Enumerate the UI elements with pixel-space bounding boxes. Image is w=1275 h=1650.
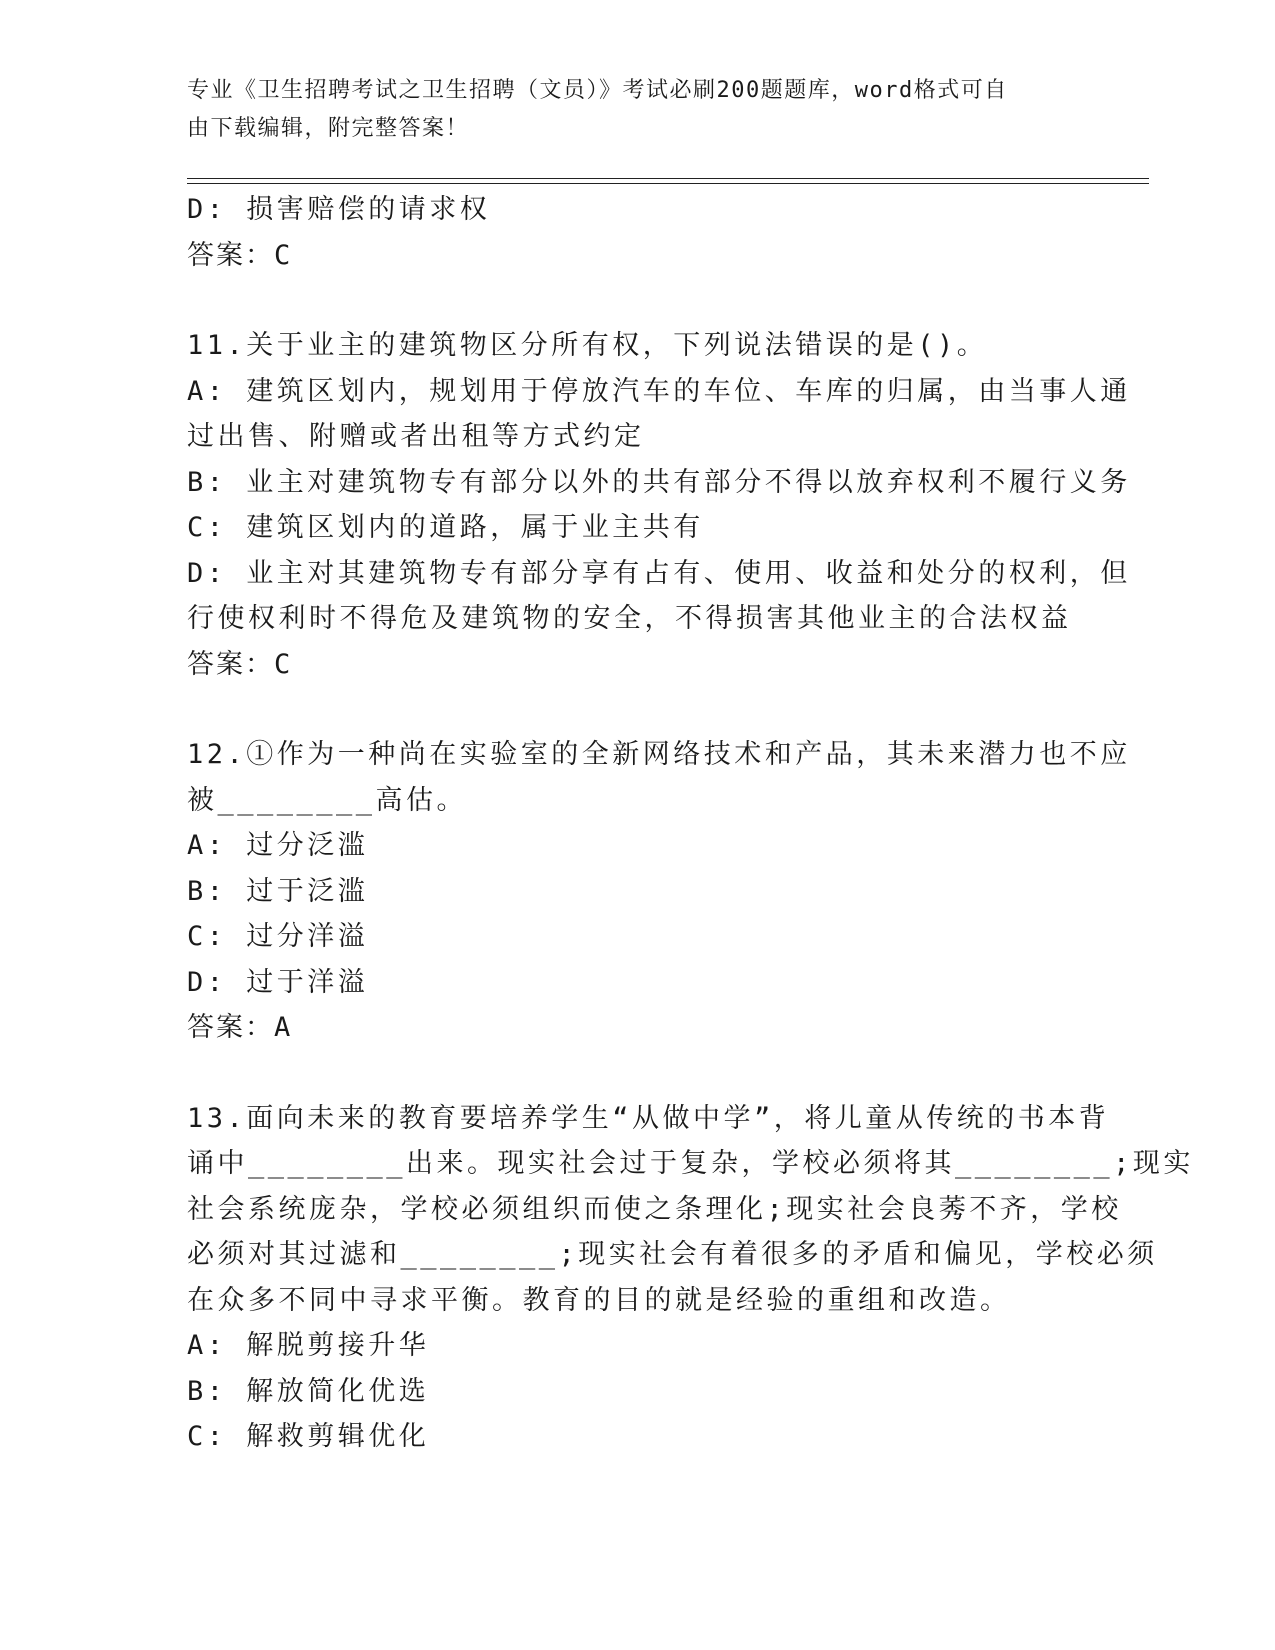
option-b: B: 过于泛滥 [187,875,369,907]
question-stem-continued: 社会系统庞杂，学校必须组织而使之条理化;现实社会良莠不齐，学校 [187,1193,1122,1225]
question-stem: 13.面向未来的教育要培养学生“从做中学”，将儿童从传统的书本背 [187,1102,1110,1134]
option-b: B: 解放简化优选 [187,1375,430,1407]
header-line: 专业《卫生招聘考试之卫生招聘（文员）》考试必刷200题题库，word格式可自 [187,78,1008,103]
header-line: 由下载编辑，附完整答案！ [187,116,470,141]
spacer [187,278,1067,323]
answer-line: 答案：C [187,239,293,271]
option-d: D: 业主对其建筑物专有部分享有占有、使用、收益和处分的权利，但 [187,557,1131,589]
option-b: B: 业主对建筑物专有部分以外的共有部分不得以放弃权利不履行义务 [187,466,1131,498]
option-d: D: 过于洋溢 [187,966,369,998]
question-stem-continued: 被________高估。 [187,784,468,816]
question-stem-continued: 必须对其过滤和________;现实社会有着很多的矛盾和偏见，学校必须 [187,1239,1158,1270]
option-a: A: 建筑区划内，规划用于停放汽车的车位、车库的归属，由当事人通 [187,375,1131,407]
option-c: C: 建筑区划内的道路，属于业主共有 [187,512,704,543]
spacer [187,1051,1067,1096]
option-a: A: 过分泛滥 [187,830,369,861]
document-page [187,0,1194,1650]
answer-line: 答案：C [187,648,293,680]
question-block-13 [187,1096,1194,1460]
question-stem-continued: 诵中________出来。现实社会过于复杂，学校必须将其________;现实 [187,1148,1194,1179]
spacer [187,687,1067,732]
option-c: C: 过分洋溢 [187,921,369,952]
option-a-continued: 过出售、附赠或者出租等方式约定 [187,421,645,452]
header-divider [187,183,1149,184]
question-list [187,187,1194,1460]
question-stem: 11.关于业主的建筑物区分所有权，下列说法错误的是()。 [187,330,988,361]
question-block-12 [187,732,1131,1051]
option-d-continued: 行使权利时不得危及建筑物的安全，不得损害其他业主的合法权益 [187,603,1072,634]
question-stem: 12.①作为一种尚在实验室的全新网络技术和产品，其未来潜力也不应 [187,739,1131,770]
option-a: A: 解脱剪接升华 [187,1330,430,1361]
option-d: D: 损害赔偿的请求权 [187,194,491,225]
header-divider [187,178,1149,179]
option-c: C: 解救剪辑优化 [187,1421,430,1452]
question-block-11 [187,323,1131,687]
question-block-prev [187,187,1067,278]
document-header [187,72,1067,148]
question-stem-continued: 在众多不同中寻求平衡。教育的目的就是经验的重组和改造。 [187,1284,1011,1316]
answer-line: 答案：A [187,1012,293,1043]
